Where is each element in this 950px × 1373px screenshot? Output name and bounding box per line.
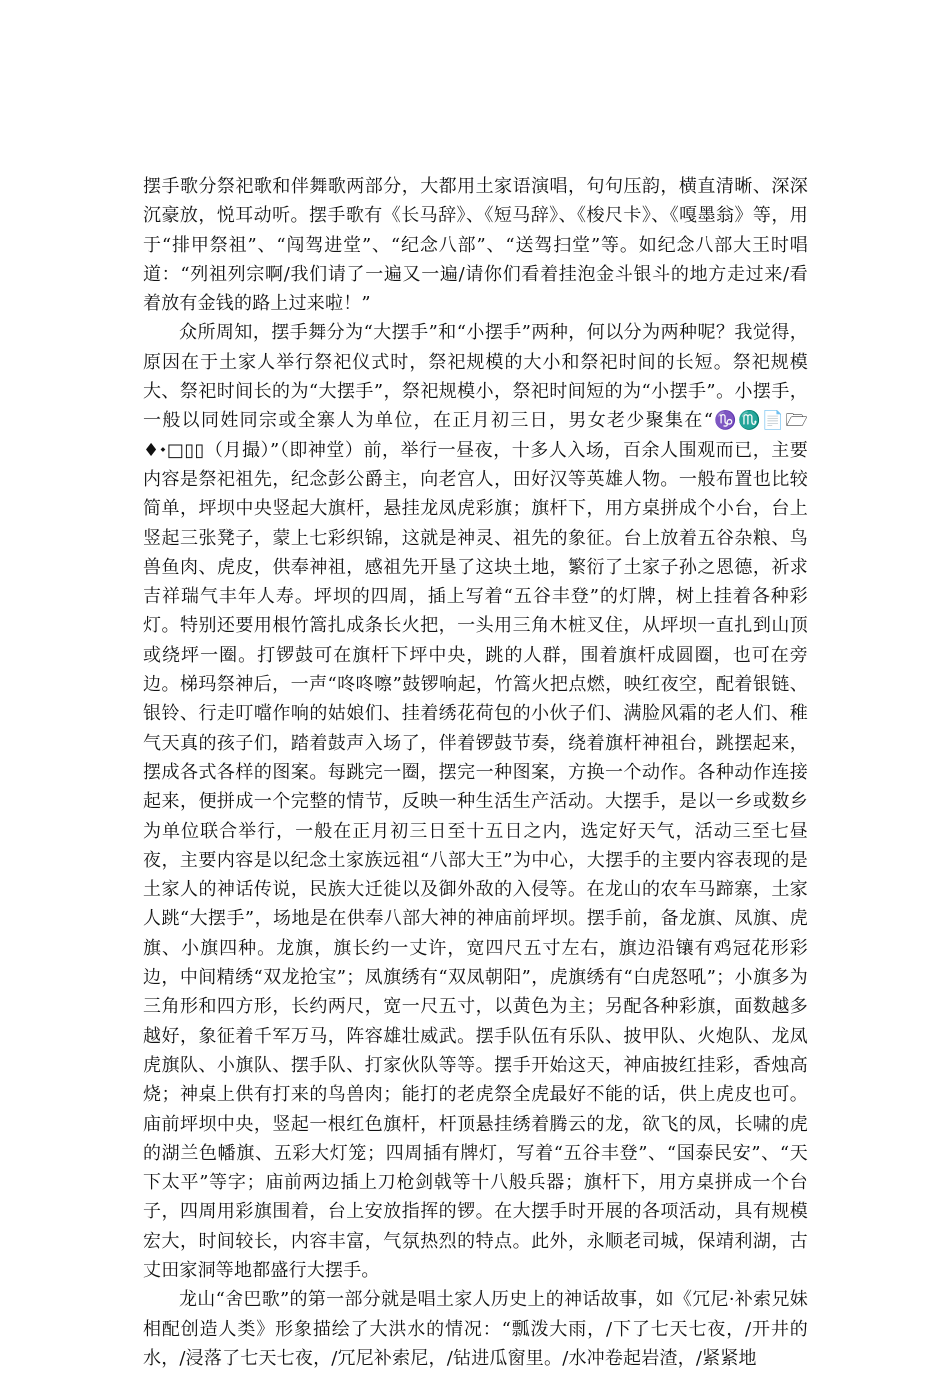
document-body [143, 172, 808, 1373]
paragraph-sheba-song: 龙山“舍巴歌”的第一部分就是唱土家人历史上的神话故事，如《冗尼·补索兄妹相配创造人类》形象描绘了大洪水的情况：“瓢泼大雨，/下了七天七夜，/开井的水，/浸落了七天七夜，/冗尼补索尼，/钻进瓜窗里。/水冲卷起岩渣，/紧紧地 [143, 1289, 808, 1369]
paragraph-dance-types: 众所周知，摆手舞分为“大摆手”和“小摆手”两种，何以分为两种呢？我觉得，原因在于土家人举行祭祀仪式时，祭祀规模的大小和祭祀时间的长短。祭祀规模大、祭祀时间长的为“大摆手”，祭祀规模小，祭祀时间短的为“小摆手”。小摆手，一般以同姓同宗或全寨人为单位，在正月初三日，男女老少聚集在“♑♏📄🗁♦⬩□▯▯（月撮）”（即神堂）前，举行一昼夜，十多人入场，百余人围观而已，主要内容是祭祀祖先，纪念彭公爵主，向老宫人，田好汉等英雄人物。一般布置也比较简单，坪坝中央竖起大旗杆，悬挂龙凤虎彩旗；旗杆下，用方桌拼成个小台，台上竖起三张凳子，蒙上七彩织锦，这就是神灵、祖先的象征。台上放着五谷杂粮、鸟兽鱼肉、虎皮，供奉神祖，感祖先开垦了这块土地，繁衍了土家子孙之恩德，祈求吉祥瑞气丰年人寿。坪坝的四周，插上写着“五谷丰登”的灯牌，树上挂着各种彩灯。特别还要用根竹篙扎成条长火把，一头用三角木桩叉住，从坪坝一直扎到山顶或绕坪一圈。打锣鼓可在旗杆下坪中央，跳的人群，围着旗杆成圆圈，也可在旁边。梯玛祭神后，一声“咚咚嚓”鼓锣响起，竹篙火把点燃，映红夜空，配着银链、银铃、行走叮噹作响的姑娘们、挂着绣花荷包的小伙子们、满脸风霜的老人们、稚气天真的孩子们，踏着鼓声入场了，伴着锣鼓节奏，绕着旗杆神祖台，跳摆起来，摆成各式各样的图案。每跳完一圈，摆完一种图案，方换一个动作。各种动作连接起来，便拼成一个完整的情节，反映一种生活生产活动。大摆手，是以一乡或数乡为单位联合举行，一般在正月初三日至十五日之内，选定好天气，活动三至七昼夜，主要内容是以纪念土家族远祖“八部大王”为中心，大摆手的主要内容表现的是土家人的神话传说，民族大迁徙以及御外敌的入侵等。在龙山的农车马蹄寨，土家人跳“大摆手”，场地是在供奉八部大神的神庙前坪坝。摆手前，备龙旗、凤旗、虎旗、小旗四种。龙旗，旗长约一丈许，宽四尺五寸左右，旗边沿镶有鸡冠花形彩边，中间精绣“双龙抢宝”；凤旗绣有“双凤朝阳”，虎旗绣有“白虎怒吼”；小旗多为三角形和四方形，长约两尺，宽一尺五寸，以黄色为主；另配各种彩旗，面数越多越好，象征着千军万马，阵容雄壮威武。摆手队伍有乐队、披甲队、火炮队、龙凤虎旗队、小旗队、摆手队、打家伙队等等。摆手开始这天，神庙披红挂彩，香烛高烧；神桌上供有打来的鸟兽肉；能打的老虎祭全虎最好不能的话，供上虎皮也可。庙前坪坝中央，竖起一根红色旗杆，杆顶悬挂绣着腾云的龙，欲飞的凤，长啸的虎的湖兰色幡旗、五彩大灯笼；四周插有牌灯，写着“五谷丰登”、“国泰民安”、“天下太平”等字；庙前两边插上刀枪剑戟等十八般兵器；旗杆下，用方桌拼成一个台子，四周用彩旗围着，台上安放指挥的锣。在大摆手时开展的各项活动，具有规模宏大，时间较长，内容丰富，气氛热烈的特点。此外，永顺老司城，保靖利湖，古丈田家洞等地都盛行大摆手。 [143, 322, 808, 1281]
paragraph-song-intro: 摆手歌分祭祀歌和伴舞歌两部分，大都用土家语演唱，句句压韵，横直清晰、深深沉豪放，悦耳动听。摆手歌有《长马辞》、《短马辞》、《梭尺卡》、《嘎墨翁》等，用于“排甲祭祖”、“闯驾进堂”、“纪念八部”、“送驾扫堂”等。如纪念八部大王时唱道：“列祖列宗啊/我们请了一遍又一遍/请你们看着挂泡金斗银斗的地方走过来/看着放有金钱的路上过来啦！” [143, 176, 808, 315]
